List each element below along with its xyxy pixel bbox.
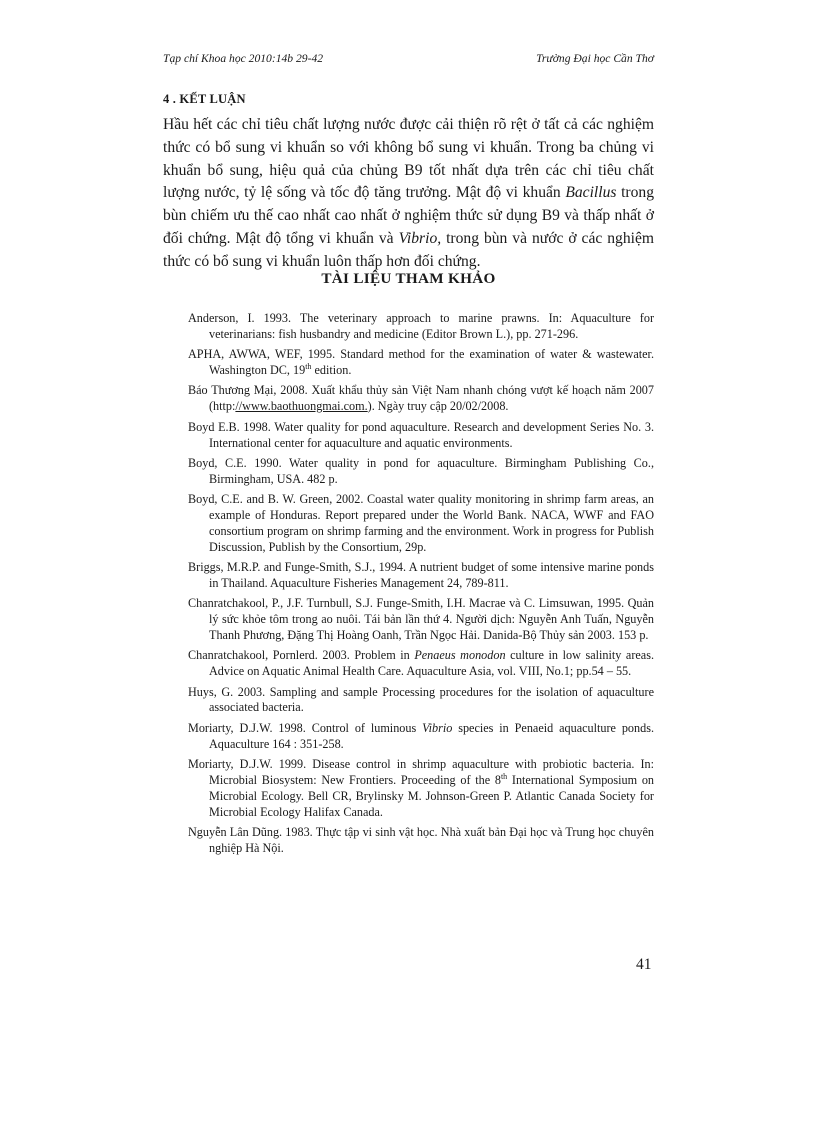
- reference-item: Moriarty, D.J.W. 1999. Disease control in shrimp aquaculture with probiotic bacteria. In: Microbial Biosystem: New Frontiers. Proceeding of the 8th International Symposium on Microbial Ecology. Bell CR, Brylinsky M. Johnson-Green P. Atlantic Canada Society for Microbial Ecology Halifax Canada.: [188, 756, 655, 819]
- reference-item: Briggs, M.R.P. and Funge-Smith, S.J., 1994. A nutrient budget of some intensive marine ponds in Thailand. Aquaculture Fisheries Management 24, 789-811.: [188, 560, 654, 590]
- reference-item: Huys, G. 2003. Sampling and sample Processing procedures for the isolation of aquaculture associated bacteria.: [188, 684, 654, 715]
- journal-citation: Tạp chí Khoa học 2010:14b 29-42: [163, 52, 324, 65]
- reference-item: Boyd, C.E. 1990. Water quality in pond for aquaculture. Birmingham Publishing Co., Birmingham, USA. 482 p.: [188, 455, 654, 486]
- conclusion-paragraph: Hầu hết các chỉ tiêu chất lượng nước được cải thiện rõ rệt ở tất cả các nghiệm thức có bổ sung vi khuẩn so với không bổ sung vi khuẩn. Trong ba chủng vi khuẩn bổ sung, hiệu quả của chủng B9 tốt nhất dựa trên các chỉ tiêu chất lượng nước, tỷ lệ sống và tốc độ tăng trưởng. Mật độ vi khuẩn Bacillus trong bùn chiếm ưu thế cao nhất cao nhất ở nghiệm thức sử dụng B9 và thấp nhất ở đối chứng. Mật độ tổng vi khuẩn và Vibrio, trong bùn và nước ở các nghiệm thức có bổ sung vi khuẩn luôn thấp hơn đối chứng.: [163, 116, 655, 270]
- reference-item: Báo Thương Mại, 2008. Xuất khẩu thủy sản Việt Nam nhanh chóng vượt kế hoạch năm 2007 (http://www.baothuongmai.com.). Ngày truy cập 20/02/2008.: [188, 383, 654, 414]
- reference-item: Boyd, C.E. and B. W. Green, 2002. Coastal water quality monitoring in shrimp farm areas, an example of Honduras. Report prepared under the World Bank. NACA, WWF and FAO consortium program on shrimp farming and the environment. Work in progress for Publish Discussion, Publish by the Consortium, 29p.: [188, 492, 654, 554]
- page-number: 41: [636, 956, 652, 973]
- reference-item: Moriarty, D.J.W. 1998. Control of luminous Vibrio species in Penaeid aquaculture ponds. Aquaculture 164 : 351-258.: [188, 720, 654, 751]
- reference-list: [188, 311, 654, 861]
- reference-item: Chanratchakool, Pornlerd. 2003. Problem in Penaeus monodon culture in low salinity areas. Advice on Aquatic Animal Health Care. Aquaculture Asia, vol. VIII, No.1; pp.54 – 55.: [188, 648, 654, 679]
- reference-item: Boyd E.B. 1998. Water quality for pond aquaculture. Research and development Series No. 3. International center for aquaculture and aquatic environments.: [188, 419, 654, 450]
- reference-item: APHA, AWWA, WEF, 1995. Standard method for the examination of water & wastewater. Washington DC, 19th edition.: [188, 347, 654, 378]
- reference-item: Nguyễn Lân Dũng. 1983. Thực tập vi sinh vật học. Nhà xuất bản Đại học và Trung học chuyên nghiệp Hà Nội.: [188, 824, 654, 855]
- italic-term-vibrio: Vibrio,: [398, 229, 442, 247]
- references-title: TÀI LIỆU THAM KHẢO: [321, 270, 496, 287]
- reference-link[interactable]: //www.baothuongmai.com.: [235, 399, 368, 414]
- section-heading: 4 . KẾT LUẬN: [163, 92, 246, 106]
- reference-item: Anderson, I. 1993. The veterinary approach to marine prawns. In: Aquaculture for veterinarians: fish husbandry and medicine (Editor Brown L.), pp. 271-296.: [188, 311, 654, 341]
- reference-item: Chanratchakool, P., J.F. Turnbull, S.J. Funge-Smith, I.H. Macrae và C. Limsuwan, 1995. Quản lý sức khỏe tôm trong ao nuôi. Tái bản lần thứ 4. Người dịch: Nguyễn Anh Tuấn, Nguyễn Thanh Phương, Đặng Thị Hoàng Oanh, Trần Ngọc Hải. Danida-Bộ Thủy sản 2003. 153 p.: [188, 596, 654, 643]
- italic-term-bacillus: Bacillus: [565, 184, 617, 202]
- university-name: Trường Đại học Cần Thơ: [536, 52, 654, 65]
